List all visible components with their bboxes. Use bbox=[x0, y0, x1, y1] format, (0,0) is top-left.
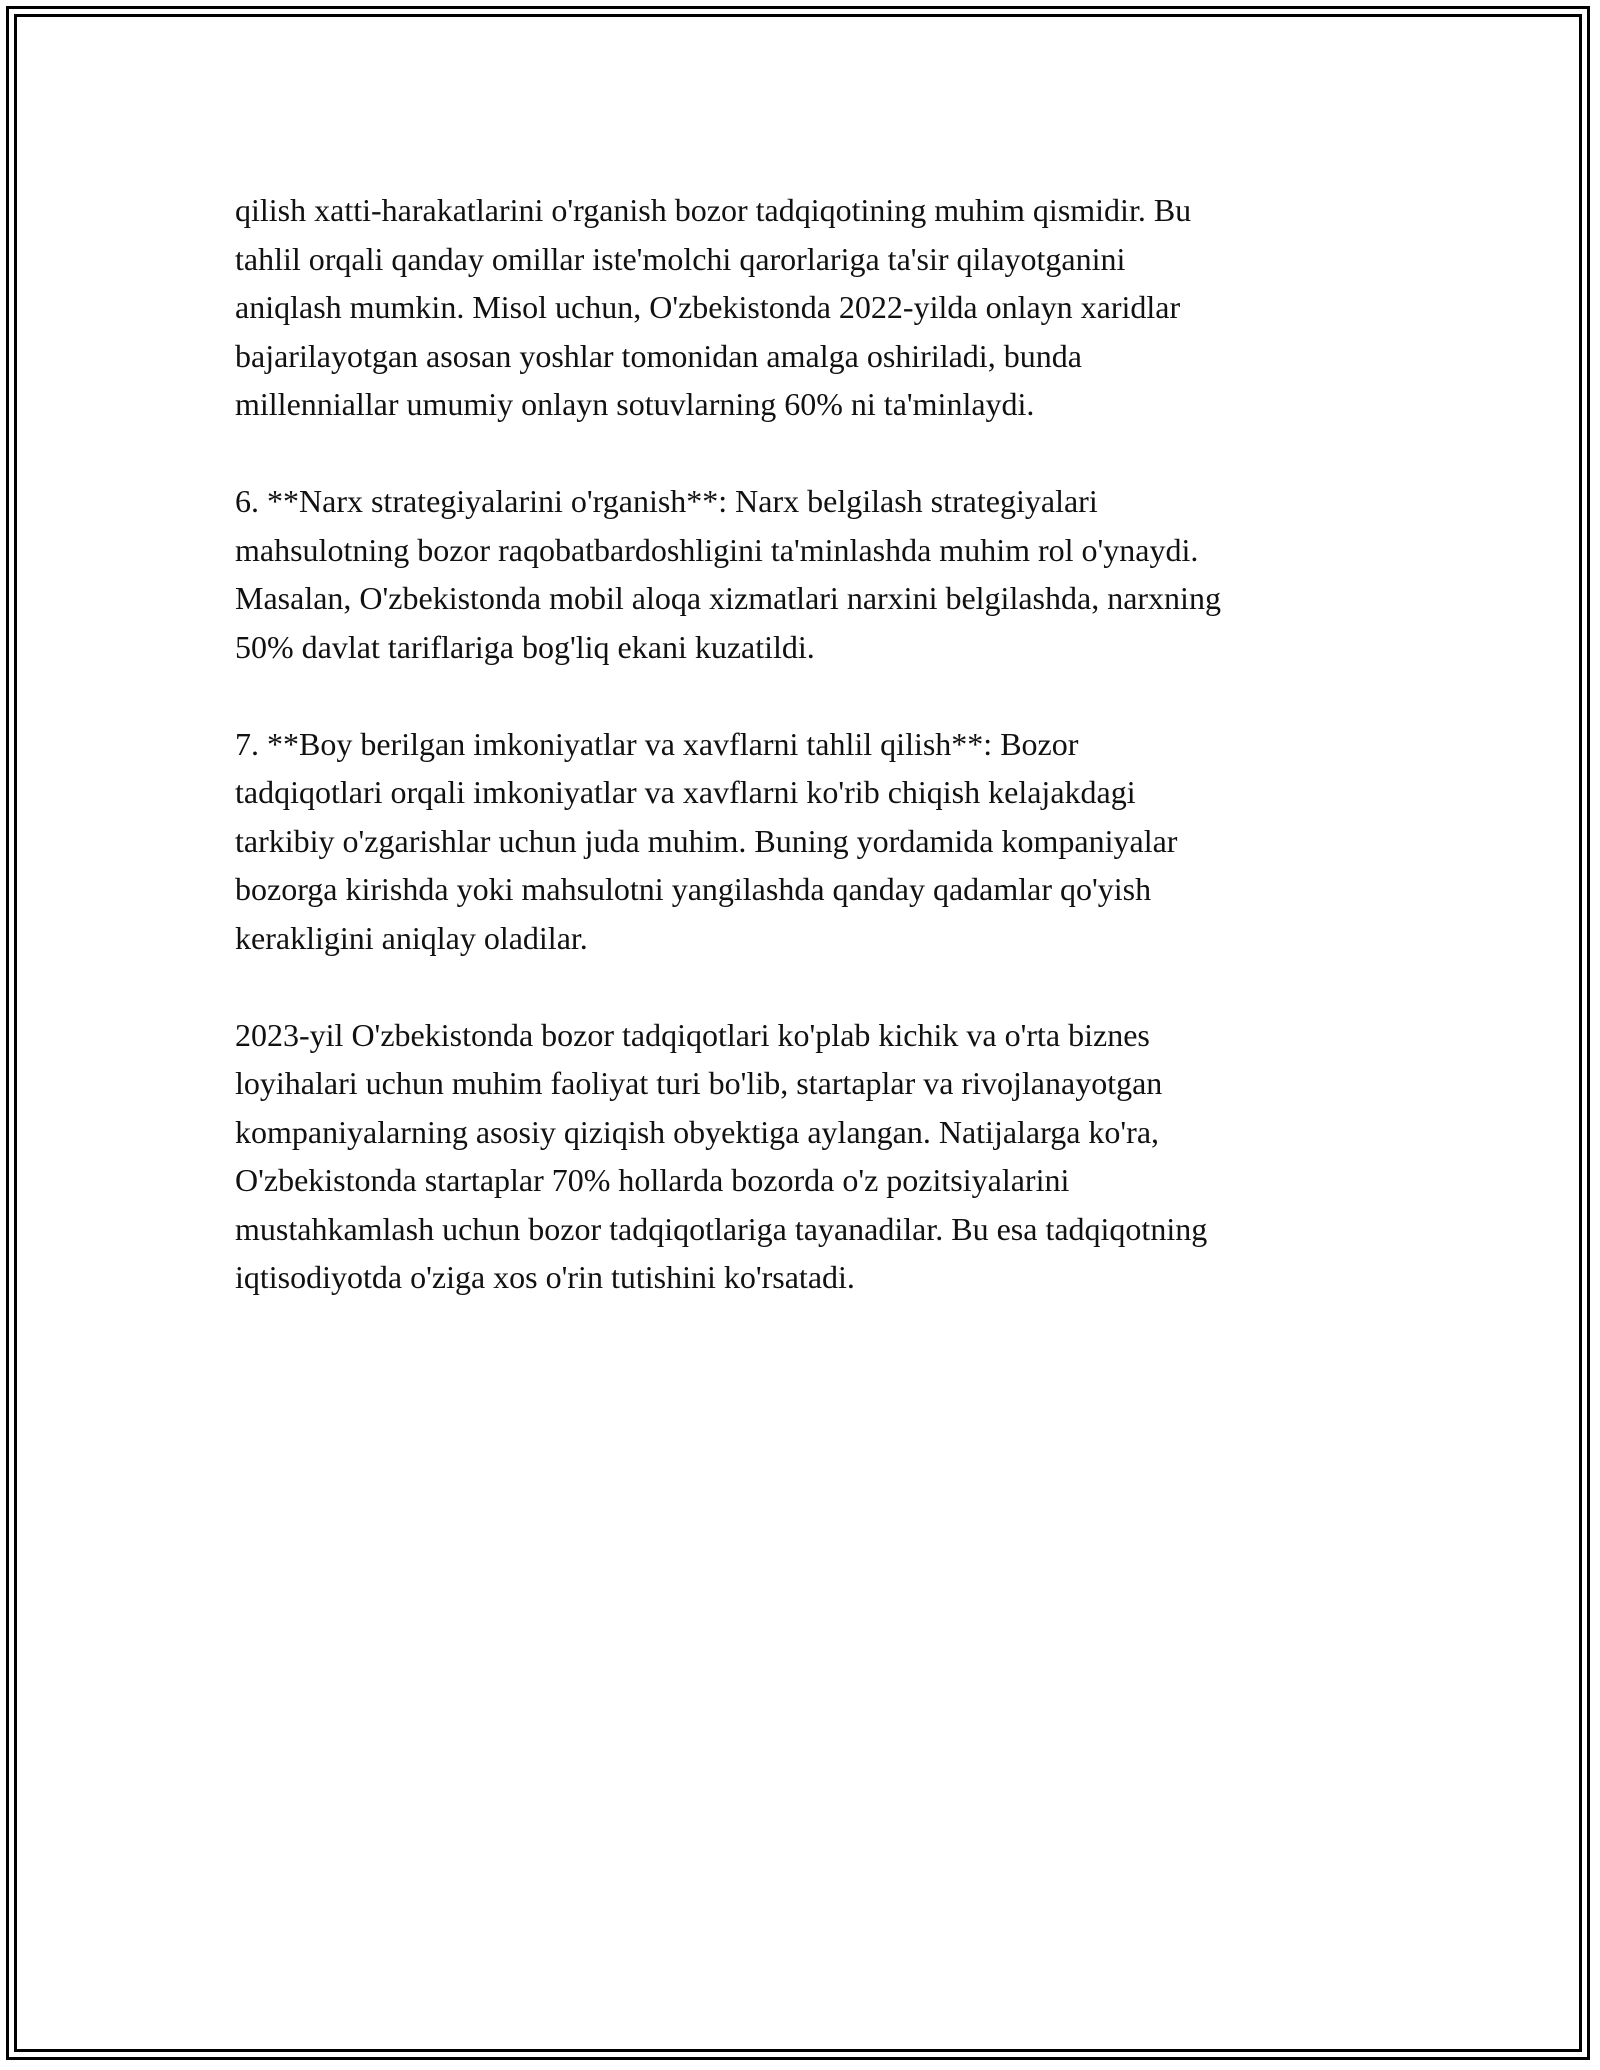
paragraph-consumer-behavior: qilish xatti-harakatlarini o'rganish bozor tadqiqotining muhim qismidir. Bu tahlil orqali qanday omillar iste'molchi qarorlariga ta'sir qilayotganini aniqlash mumkin. Misol uchun, O'zbekistonda 2022-yilda onlayn xaridlar bajarilayotgan asosan yoshlar tomonidan amalga oshiriladi, bunda millenniallar umumiy onlayn sotuvlarning 60% ni ta'minlaydi. bbox=[235, 192, 1192, 422]
paragraph-conclusion-2023: 2023-yil O'zbekistonda bozor tadqiqotlari ko'plab kichik va o'rta biznes loyihalari uchun muhim faoliyat turi bo'lib, startaplar va rivojlanayotgan kompaniyalarning asosiy qiziqish obyektiga aylangan. Natijalarga ko'ra, O'zbekistonda startaplar 70% hollarda bozorda o'z pozitsiyalarini mustahkamlash uchun bozor tadqiqotlariga tayanadilar. Bu esa tadqiqotning iqtisodiyotda o'ziga xos o'rin tutishini ko'rsatadi. bbox=[235, 1016, 1208, 1295]
paragraph-pricing-strategies: 6. **Narx strategiyalarini o'rganish**: Narx belgilash strategiyalari mahsulotning bozor raqobatbardoshligini ta'minlashda muhim rol o'ynaydi. Masalan, O'zbekistonda mobil aloqa xizmatlari narxini belgilashda, narxning 50% davlat tariflariga bog'liq ekani kuzatildi. bbox=[235, 483, 1221, 665]
document-body bbox=[235, 186, 1375, 1350]
paragraph-opportunities-risks: 7. **Boy berilgan imkoniyatlar va xavflarni tahlil qilish**: Bozor tadqiqotlari orqali imkoniyatlar va xavflarni ko'rib chiqish kelajakdagi tarkibiy o'zgarishlar uchun juda muhim. Buning yordamida kompaniyalar bozorga kirishda yoki mahsulotni yangilashda qanday qadamlar qo'yish kerakligini aniqlay oladilar. bbox=[235, 725, 1178, 956]
